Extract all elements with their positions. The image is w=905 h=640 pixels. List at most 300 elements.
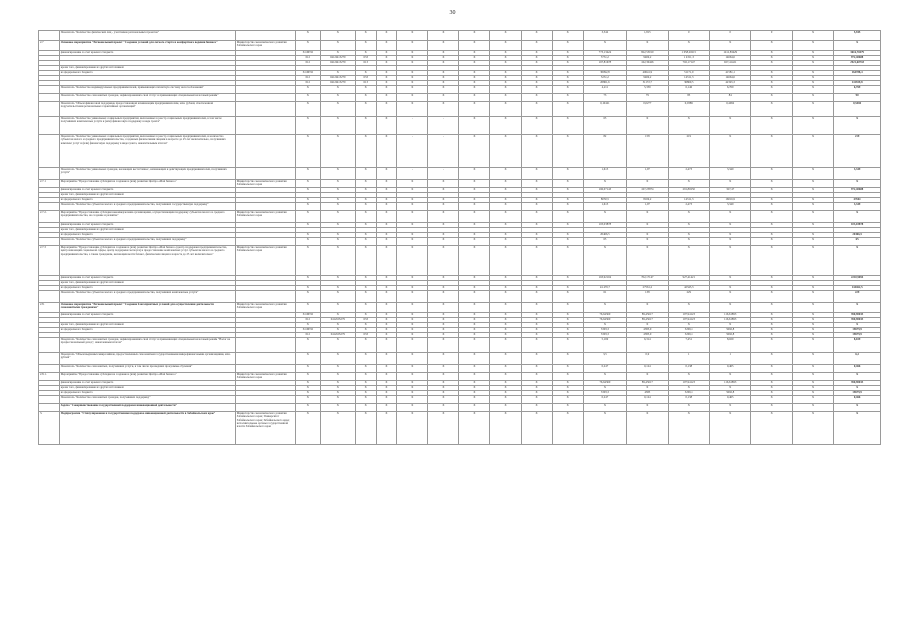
cell-x5: Х bbox=[521, 223, 552, 228]
cell-value-3: Х bbox=[668, 223, 709, 228]
row-executor bbox=[235, 86, 295, 94]
cell-x1: Х bbox=[397, 353, 428, 365]
row-number bbox=[39, 396, 60, 404]
cell-value-3: Х bbox=[668, 41, 709, 51]
cell-csr: 633 bbox=[355, 333, 376, 338]
cell-value-1: 5,169 bbox=[583, 338, 626, 353]
cell-value-6: Х bbox=[792, 412, 833, 445]
cell-value-5: Х bbox=[751, 61, 792, 66]
cell-total: 972,40688 bbox=[834, 56, 881, 61]
cell-total: 0,5484 bbox=[834, 102, 881, 117]
cell-value-6: Х bbox=[792, 386, 833, 391]
cell-x2: Х bbox=[428, 391, 459, 396]
row-name: Показатель "Количество самозанятых граждан, зафиксировавших свой статус и применяющих специальный налоговый режим" bbox=[59, 94, 235, 102]
cell-vr: Х bbox=[376, 71, 397, 76]
cell-value-6: Х bbox=[792, 323, 833, 328]
cell-x3: Х bbox=[459, 233, 490, 238]
table-row bbox=[39, 86, 881, 94]
cell-value-4: 116,61893 bbox=[709, 381, 750, 386]
cell-value-1: 1,613 bbox=[583, 168, 626, 180]
cell-value-1: 76,64360 bbox=[583, 381, 626, 386]
row-name: Мероприятие "Предоставление субсидии некоммерческим организациям, осуществляющим поддержку субъектов малого и среднего предпринимательства, на создание и развитие" bbox=[59, 211, 235, 223]
cell-csr: Х bbox=[355, 396, 376, 404]
cell-value-4: 116,61893 bbox=[709, 318, 750, 323]
cell-x5: Х bbox=[521, 71, 552, 76]
cell-value-2: 0,9 bbox=[627, 353, 668, 365]
cell-value-3: 5209,1 bbox=[668, 333, 709, 338]
cell-rz: Х bbox=[320, 353, 355, 365]
cell-x2: Х bbox=[428, 76, 459, 81]
cell-x6: Х bbox=[552, 313, 583, 318]
cell-x3: Х bbox=[459, 86, 490, 94]
cell-x3: Х bbox=[459, 102, 490, 117]
cell-x6: Х bbox=[552, 318, 583, 323]
cell-csr: Х bbox=[355, 117, 376, 135]
cell-x6: Х bbox=[552, 233, 583, 238]
cell-grbs: Х bbox=[295, 412, 320, 445]
cell-csr: Х bbox=[355, 233, 376, 238]
cell-x2: - bbox=[428, 168, 459, 180]
cell-grbs: Х bbox=[295, 365, 320, 373]
row-name: Основное мероприятие "Региональный проект "Создание условий для легкого старта и комфортного ведения бизнеса" bbox=[59, 41, 235, 51]
cell-csr: Х bbox=[355, 338, 376, 353]
cell-x5: Х bbox=[521, 203, 552, 211]
cell-x6: Х bbox=[552, 404, 583, 412]
cell-value-3: Х bbox=[668, 303, 709, 313]
cell-value-5: Х bbox=[751, 328, 792, 333]
cell-x5: Х bbox=[521, 386, 552, 391]
cell-value-3: 291,80250 bbox=[668, 188, 709, 193]
cell-value-3: 5209,1 bbox=[668, 391, 709, 396]
cell-grbs: Х ОБТО bbox=[295, 313, 320, 318]
cell-value-6: Х bbox=[792, 328, 833, 333]
cell-x6: Х bbox=[552, 86, 583, 94]
cell-value-5: Х bbox=[751, 238, 792, 246]
cell-x1: Х bbox=[397, 303, 428, 313]
cell-vr: Х bbox=[376, 94, 397, 102]
cell-value-4: 16016,9 bbox=[709, 198, 750, 203]
cell-vr: Х bbox=[376, 76, 397, 81]
cell-x6: Х bbox=[552, 61, 583, 66]
table-row bbox=[39, 203, 881, 211]
cell-x4: Х bbox=[490, 396, 521, 404]
cell-total: Х bbox=[834, 373, 881, 381]
cell-x5: Х bbox=[521, 61, 552, 66]
cell-x5: Х bbox=[521, 323, 552, 328]
cell-value-6: Х bbox=[792, 291, 833, 303]
table-row bbox=[39, 412, 881, 445]
cell-rz: 0412I415279 bbox=[320, 61, 355, 66]
cell-x2: Х bbox=[428, 313, 459, 318]
cell-vr: Х bbox=[376, 303, 397, 313]
row-executor bbox=[235, 135, 295, 168]
row-number: 2.8. bbox=[39, 303, 60, 313]
table-body bbox=[39, 31, 881, 445]
cell-value-4: 0 bbox=[709, 31, 750, 41]
cell-value-4: Х bbox=[709, 291, 750, 303]
cell-value-1: 30092,8 bbox=[583, 71, 626, 76]
cell-x2: - bbox=[428, 135, 459, 168]
cell-value-6: Х bbox=[792, 168, 833, 180]
cell-x2: Х bbox=[428, 94, 459, 102]
cell-csr: Х bbox=[355, 203, 376, 211]
cell-vr: Х bbox=[376, 318, 397, 323]
cell-x3: Х bbox=[459, 381, 490, 386]
cell-x3: Х bbox=[459, 286, 490, 291]
cell-vr: Х bbox=[376, 353, 397, 365]
table-row bbox=[39, 291, 881, 303]
cell-value-3: 219 bbox=[668, 135, 709, 168]
cell-x1: Х bbox=[397, 81, 428, 86]
cell-value-1: 3393,3 bbox=[583, 391, 626, 396]
cell-grbs: Х bbox=[295, 386, 320, 391]
cell-vr: Х bbox=[376, 203, 397, 211]
cell-value-6: Х bbox=[792, 391, 833, 396]
cell-value-5: Х bbox=[751, 333, 792, 338]
cell-rz: Х bbox=[320, 303, 355, 313]
cell-value-4: 1212,83429 bbox=[709, 51, 750, 56]
cell-total: Х bbox=[834, 323, 881, 328]
cell-total: 141929,8 bbox=[834, 81, 881, 86]
cell-x5: Х bbox=[521, 117, 552, 135]
cell-x2: Х bbox=[428, 223, 459, 228]
cell-x6: Х bbox=[552, 333, 583, 338]
cell-value-2: 4383,0 bbox=[627, 328, 668, 333]
row-name: Задача "Совершенствование государственной поддержки инновационной деятельности" bbox=[59, 404, 235, 412]
cell-value-5: Х bbox=[751, 391, 792, 396]
cell-value-2: Х bbox=[627, 246, 668, 276]
cell-total: 3616,70479 bbox=[834, 51, 881, 56]
cell-value-1: Х bbox=[583, 41, 626, 51]
cell-value-1: 5231,2 bbox=[583, 76, 626, 81]
cell-x6: Х bbox=[552, 386, 583, 391]
cell-x2: Х bbox=[428, 276, 459, 281]
cell-grbs: Х bbox=[295, 180, 320, 188]
cell-x3: Х bbox=[459, 323, 490, 328]
cell-x4: Х bbox=[490, 365, 521, 373]
cell-x1: Х bbox=[397, 61, 428, 66]
cell-x1: Х bbox=[397, 76, 428, 81]
row-executor bbox=[235, 365, 295, 373]
cell-rz: Х bbox=[320, 238, 355, 246]
cell-value-4: Х bbox=[709, 223, 750, 228]
row-executor: Министерство экономического развития Забайкальского края bbox=[235, 246, 295, 276]
cell-value-4: 14664,6 bbox=[709, 56, 750, 61]
cell-x1: Х bbox=[397, 412, 428, 445]
cell-rz: Х bbox=[320, 373, 355, 381]
row-executor bbox=[235, 203, 295, 211]
cell-x1: Х bbox=[397, 386, 428, 391]
cell-csr: Х bbox=[355, 94, 376, 102]
cell-x3: Х bbox=[459, 391, 490, 396]
cell-x1: Х bbox=[397, 365, 428, 373]
cell-vr: Х bbox=[376, 86, 397, 94]
cell-x3: Х bbox=[459, 56, 490, 61]
row-number bbox=[39, 365, 60, 373]
row-name: Показатель "Количество уникальных социальных предприятий, включенных в реестр социальных предпринимателей, и количество субъектов малого и среднего предпринимательства, созданных физическими лицами в возрасте до 25 лет включительно, получивших комплекс услуг и (или) финансовую поддержку в виде гранта, накопительным итогом" bbox=[59, 135, 235, 168]
cell-value-6: Х bbox=[792, 188, 833, 193]
row-executor bbox=[235, 338, 295, 353]
cell-x4: Х bbox=[490, 41, 521, 51]
cell-value-2: 89,45617 bbox=[627, 318, 668, 323]
cell-x5: Х bbox=[521, 303, 552, 313]
cell-value-2: Х bbox=[627, 373, 668, 381]
cell-csr: Х bbox=[355, 353, 376, 365]
cell-value-1: 167,81678 bbox=[583, 61, 626, 66]
cell-csr: Х bbox=[355, 168, 376, 180]
row-name: из федерального бюджета bbox=[59, 71, 235, 76]
cell-value-2: Х bbox=[627, 223, 668, 228]
cell-value-3: Х bbox=[668, 412, 709, 445]
cell-x6: Х bbox=[552, 211, 583, 223]
cell-x5: Х bbox=[521, 86, 552, 94]
cell-x4: Х bbox=[490, 353, 521, 365]
cell-x5: Х bbox=[521, 168, 552, 180]
cell-x4: Х bbox=[490, 102, 521, 117]
cell-x6: Х bbox=[552, 203, 583, 211]
cell-vr: Х bbox=[376, 246, 397, 276]
cell-x6: Х bbox=[552, 81, 583, 86]
cell-x5: Х bbox=[521, 412, 552, 445]
cell-value-1: 166,07143 bbox=[583, 188, 626, 193]
cell-value-1: 76,64360 bbox=[583, 318, 626, 323]
cell-x5: Х bbox=[521, 333, 552, 338]
cell-x5: Х bbox=[521, 365, 552, 373]
cell-grbs: Х bbox=[295, 303, 320, 313]
cell-value-5: Х bbox=[751, 338, 792, 353]
cell-value-1: Х bbox=[583, 303, 626, 313]
cell-x4: Х bbox=[490, 233, 521, 238]
cell-value-2: 1,97 bbox=[627, 168, 668, 180]
cell-x3: Х bbox=[459, 223, 490, 228]
row-name: кроме того, финансирование из других источников: bbox=[59, 281, 235, 286]
cell-value-2: 4383 bbox=[627, 391, 668, 396]
cell-value-3: 229 bbox=[668, 291, 709, 303]
cell-value-2: Х bbox=[627, 404, 668, 412]
cell-x4: Х bbox=[490, 117, 521, 135]
cell-value-6: Х bbox=[792, 333, 833, 338]
cell-value-4: Х bbox=[709, 211, 750, 223]
cell-rz: Х bbox=[320, 381, 355, 386]
cell-x3: Х bbox=[459, 353, 490, 365]
cell-x5: Х bbox=[521, 233, 552, 238]
cell-value-5: Х bbox=[751, 323, 792, 328]
cell-grbs: Х bbox=[295, 117, 320, 135]
cell-x1: - bbox=[397, 168, 428, 180]
cell-total: 19679,9 bbox=[834, 333, 881, 338]
cell-rz: Х bbox=[320, 338, 355, 353]
cell-x3: Х bbox=[459, 396, 490, 404]
cell-x2: Х bbox=[428, 198, 459, 203]
cell-value-1: 0,10421 bbox=[583, 102, 626, 117]
cell-value-6: Х bbox=[792, 404, 833, 412]
cell-value-5: Х bbox=[751, 94, 792, 102]
cell-value-2: 8169,2 bbox=[627, 198, 668, 203]
cell-value-1: 773,13424 bbox=[583, 51, 626, 56]
row-executor: Министерство экономического развития Забайкальского края bbox=[235, 41, 295, 51]
cell-x3: Х bbox=[459, 328, 490, 333]
cell-x4: Х bbox=[490, 198, 521, 203]
cell-vr: Х bbox=[376, 188, 397, 193]
cell-value-5: Х bbox=[751, 313, 792, 318]
cell-rz: Х bbox=[320, 404, 355, 412]
cell-value-5: Х bbox=[751, 303, 792, 313]
cell-vr: Х bbox=[376, 412, 397, 445]
cell-x6: Х bbox=[552, 328, 583, 333]
cell-rz: Х bbox=[320, 391, 355, 396]
cell-total: 2210,9694 bbox=[834, 276, 881, 281]
cell-value-4: Х bbox=[709, 386, 750, 391]
cell-value-5: Х bbox=[751, 318, 792, 323]
cell-value-4: 6,769 bbox=[709, 86, 750, 94]
cell-value-4: 0,465 bbox=[709, 365, 750, 373]
cell-x5: Х bbox=[521, 81, 552, 86]
cell-value-3: 0 bbox=[668, 31, 709, 41]
row-name: финансирование за счет краевого бюджета bbox=[59, 276, 235, 281]
cell-x2: Х bbox=[428, 338, 459, 353]
cell-value-2: 1,97 bbox=[627, 203, 668, 211]
row-number: 3. bbox=[39, 412, 60, 445]
row-number bbox=[39, 203, 60, 211]
cell-csr: Х bbox=[355, 246, 376, 276]
cell-x6: Х bbox=[552, 291, 583, 303]
cell-x5: Х bbox=[521, 404, 552, 412]
cell-vr: Х bbox=[376, 286, 397, 291]
cell-value-3: Х bbox=[668, 233, 709, 238]
cell-value-4: 116,61893 bbox=[709, 313, 750, 318]
cell-vr: Х bbox=[376, 135, 397, 168]
cell-vr: Х bbox=[376, 391, 397, 396]
row-executor bbox=[235, 238, 295, 246]
cell-x4: Х bbox=[490, 135, 521, 168]
cell-x6: Х bbox=[552, 71, 583, 76]
cell-value-2: 89,45617 bbox=[627, 381, 668, 386]
row-name: Мероприятие "Предоставление субсидии на создание и (или) развитие Центра «Мой бизнес»" bbox=[59, 373, 235, 381]
cell-value-1: Х bbox=[583, 211, 626, 223]
cell-value-6: Х bbox=[792, 233, 833, 238]
cell-vr: Х bbox=[376, 313, 397, 318]
cell-value-2: 89,45617 bbox=[627, 313, 668, 318]
cell-grbs: Х bbox=[295, 396, 320, 404]
cell-x3: Х bbox=[459, 211, 490, 223]
cell-rz: 0412I2S279 bbox=[320, 318, 355, 323]
cell-grbs: 012 bbox=[295, 56, 320, 61]
cell-x1: Х bbox=[397, 31, 428, 41]
cell-value-1: 82 bbox=[583, 135, 626, 168]
cell-x5: Х bbox=[521, 211, 552, 223]
cell-total: 65 bbox=[834, 238, 881, 246]
cell-csr: Х bbox=[355, 412, 376, 445]
cell-x6: Х bbox=[552, 303, 583, 313]
cell-x4: Х bbox=[490, 56, 521, 61]
cell-vr: Х bbox=[376, 276, 397, 281]
cell-value-5: Х bbox=[751, 404, 792, 412]
cell-rz: Х bbox=[320, 31, 355, 41]
cell-value-4: 8,029 bbox=[709, 338, 750, 353]
cell-x4: Х bbox=[490, 286, 521, 291]
cell-x6: Х bbox=[552, 353, 583, 365]
cell-x6: Х bbox=[552, 102, 583, 117]
cell-x5: Х bbox=[521, 391, 552, 396]
cell-x1: Х bbox=[397, 291, 428, 303]
cell-x2: Х bbox=[428, 381, 459, 386]
cell-value-2: Х bbox=[627, 117, 668, 135]
cell-value-2: 31172,7 bbox=[627, 81, 668, 86]
table-row bbox=[39, 365, 881, 373]
cell-grbs: Х bbox=[295, 323, 320, 328]
cell-total: 6,2 bbox=[834, 353, 881, 365]
cell-value-6: Х bbox=[792, 86, 833, 94]
cell-value-1: 3,342 bbox=[583, 31, 626, 41]
cell-value-6: Х bbox=[792, 94, 833, 102]
cell-x4: Х bbox=[490, 168, 521, 180]
cell-vr: Х bbox=[376, 51, 397, 56]
cell-csr: Х bbox=[355, 211, 376, 223]
table-row bbox=[39, 303, 881, 313]
cell-total: 3,349 bbox=[834, 203, 881, 211]
cell-grbs: Х bbox=[295, 233, 320, 238]
cell-value-1: 76,64360 bbox=[583, 313, 626, 318]
cell-value-1: Х bbox=[583, 323, 626, 328]
cell-grbs: 012 bbox=[295, 318, 320, 323]
cell-total: Х bbox=[834, 412, 881, 445]
cell-csr: Х bbox=[355, 238, 376, 246]
cell-vr: Х bbox=[376, 223, 397, 228]
cell-x1: - bbox=[397, 135, 428, 168]
cell-value-3: Х bbox=[668, 373, 709, 381]
cell-csr: Х bbox=[355, 381, 376, 386]
cell-value-1: 73 bbox=[583, 94, 626, 102]
cell-value-6: Х bbox=[792, 56, 833, 61]
cell-total: 90 bbox=[834, 94, 881, 102]
cell-x6: Х bbox=[552, 31, 583, 41]
cell-vr: Х bbox=[376, 211, 397, 223]
cell-csr: Х bbox=[355, 291, 376, 303]
cell-x1: Х bbox=[397, 188, 428, 193]
cell-csr: 633 bbox=[355, 318, 376, 323]
cell-value-2: 4383,0 bbox=[627, 333, 668, 338]
cell-value-4: 14664,6 bbox=[709, 76, 750, 81]
cell-x3: Х bbox=[459, 61, 490, 66]
cell-value-3: 14311,3 bbox=[668, 198, 709, 203]
cell-value-1: 1,613 bbox=[583, 203, 626, 211]
cell-vr: Х bbox=[376, 41, 397, 51]
cell-value-2: Х bbox=[627, 41, 668, 51]
cell-x3: Х bbox=[459, 238, 490, 246]
cell-value-2: 0,0277 bbox=[627, 102, 668, 117]
cell-x3: Х bbox=[459, 338, 490, 353]
cell-x6: Х bbox=[552, 76, 583, 81]
cell-x2: Х bbox=[428, 51, 459, 56]
cell-value-3: 702,17147 bbox=[668, 61, 709, 66]
cell-x1: Х bbox=[397, 180, 428, 188]
cell-value-5: Х bbox=[751, 81, 792, 86]
cell-x3: Х bbox=[459, 404, 490, 412]
cell-value-6: Х bbox=[792, 51, 833, 56]
cell-x6: Х bbox=[552, 323, 583, 328]
cell-x6: Х bbox=[552, 412, 583, 445]
cell-csr: Х bbox=[355, 86, 376, 94]
cell-vr: Х bbox=[376, 323, 397, 328]
cell-x1: Х bbox=[397, 51, 428, 56]
cell-vr: Х bbox=[376, 381, 397, 386]
cell-value-2: 5,339 bbox=[627, 86, 668, 94]
cell-value-2: 162,30426 bbox=[627, 61, 668, 66]
cell-x5: Х bbox=[521, 276, 552, 281]
cell-value-6: Х bbox=[792, 76, 833, 81]
cell-rz: Х bbox=[320, 94, 355, 102]
cell-grbs: Х bbox=[295, 391, 320, 396]
